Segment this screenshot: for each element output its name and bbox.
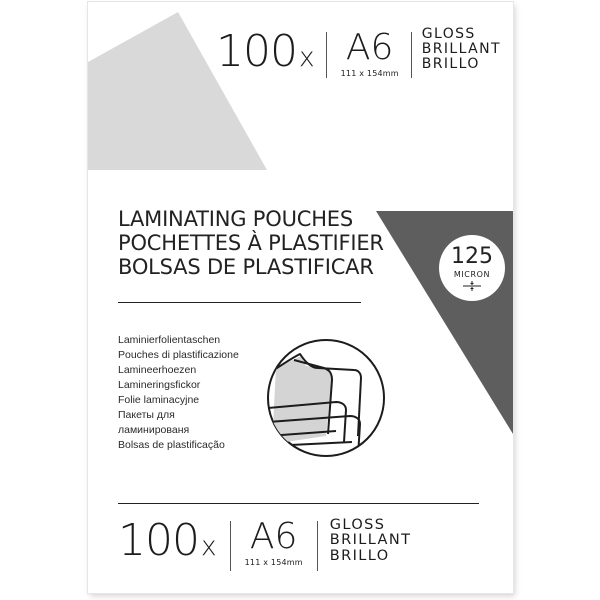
bottom-divider (118, 503, 479, 504)
format-dimensions: 111 x 154mm (244, 558, 303, 567)
translation-de: Laminierfolientaschen (118, 334, 221, 346)
title-en: LAMINATING POUCHES (118, 207, 353, 231)
format-name: A6 (345, 27, 394, 68)
translation-ru-line2: ламинированя (118, 424, 190, 436)
divider (317, 521, 318, 571)
finish-labels (330, 518, 412, 564)
finish-es: BRILLO (421, 55, 480, 72)
format-dimensions: 111 x 154mm (340, 69, 399, 78)
top-product-info (216, 26, 501, 78)
pouch-illustration-icon (266, 338, 386, 458)
divider (326, 32, 327, 78)
title-fr: POCHETTES À PLASTIFIER (118, 231, 384, 255)
divider (411, 32, 412, 78)
finish-en: GLOSS (329, 517, 386, 533)
quantity-value: 100 (216, 26, 297, 77)
finish-en: GLOSS (421, 26, 476, 42)
divider (230, 521, 231, 571)
product-titles (118, 207, 384, 279)
translations-list (118, 333, 239, 453)
quantity-value: 100 (118, 515, 199, 566)
bottom-product-info (118, 515, 412, 571)
finish-fr: BRILLANT (329, 532, 412, 549)
translation-nl: Lamineerhoezen (118, 364, 197, 376)
quantity-label (118, 515, 216, 566)
micron-value: 125 (451, 243, 493, 269)
title-es: BOLSAS DE PLASTIFICAR (118, 255, 374, 279)
quantity-times: x (298, 42, 314, 73)
finish-es: BRILLO (329, 547, 390, 564)
thickness-arrows-icon (461, 281, 483, 291)
translation-pt: Bolsas de plastificação (118, 439, 225, 451)
format-label (244, 516, 303, 567)
laminating-pouch-package (88, 2, 513, 593)
package-decoration (88, 2, 513, 593)
translation-it: Pouches di plastificazione (118, 349, 239, 361)
format-label (340, 27, 399, 78)
finish-fr: BRILLANT (421, 40, 501, 57)
format-name: A6 (249, 516, 298, 557)
translation-sv: Lamineringsfickor (118, 379, 201, 391)
translation-pl: Folie laminacyjne (118, 394, 200, 406)
micron-badge (439, 235, 505, 301)
finish-labels (422, 27, 501, 71)
title-underline (118, 302, 361, 303)
quantity-times: x (200, 531, 216, 562)
translation-ru-line1: Пакеты для (118, 409, 175, 421)
micron-unit: MICRON (453, 269, 491, 279)
quantity-label (216, 26, 314, 77)
